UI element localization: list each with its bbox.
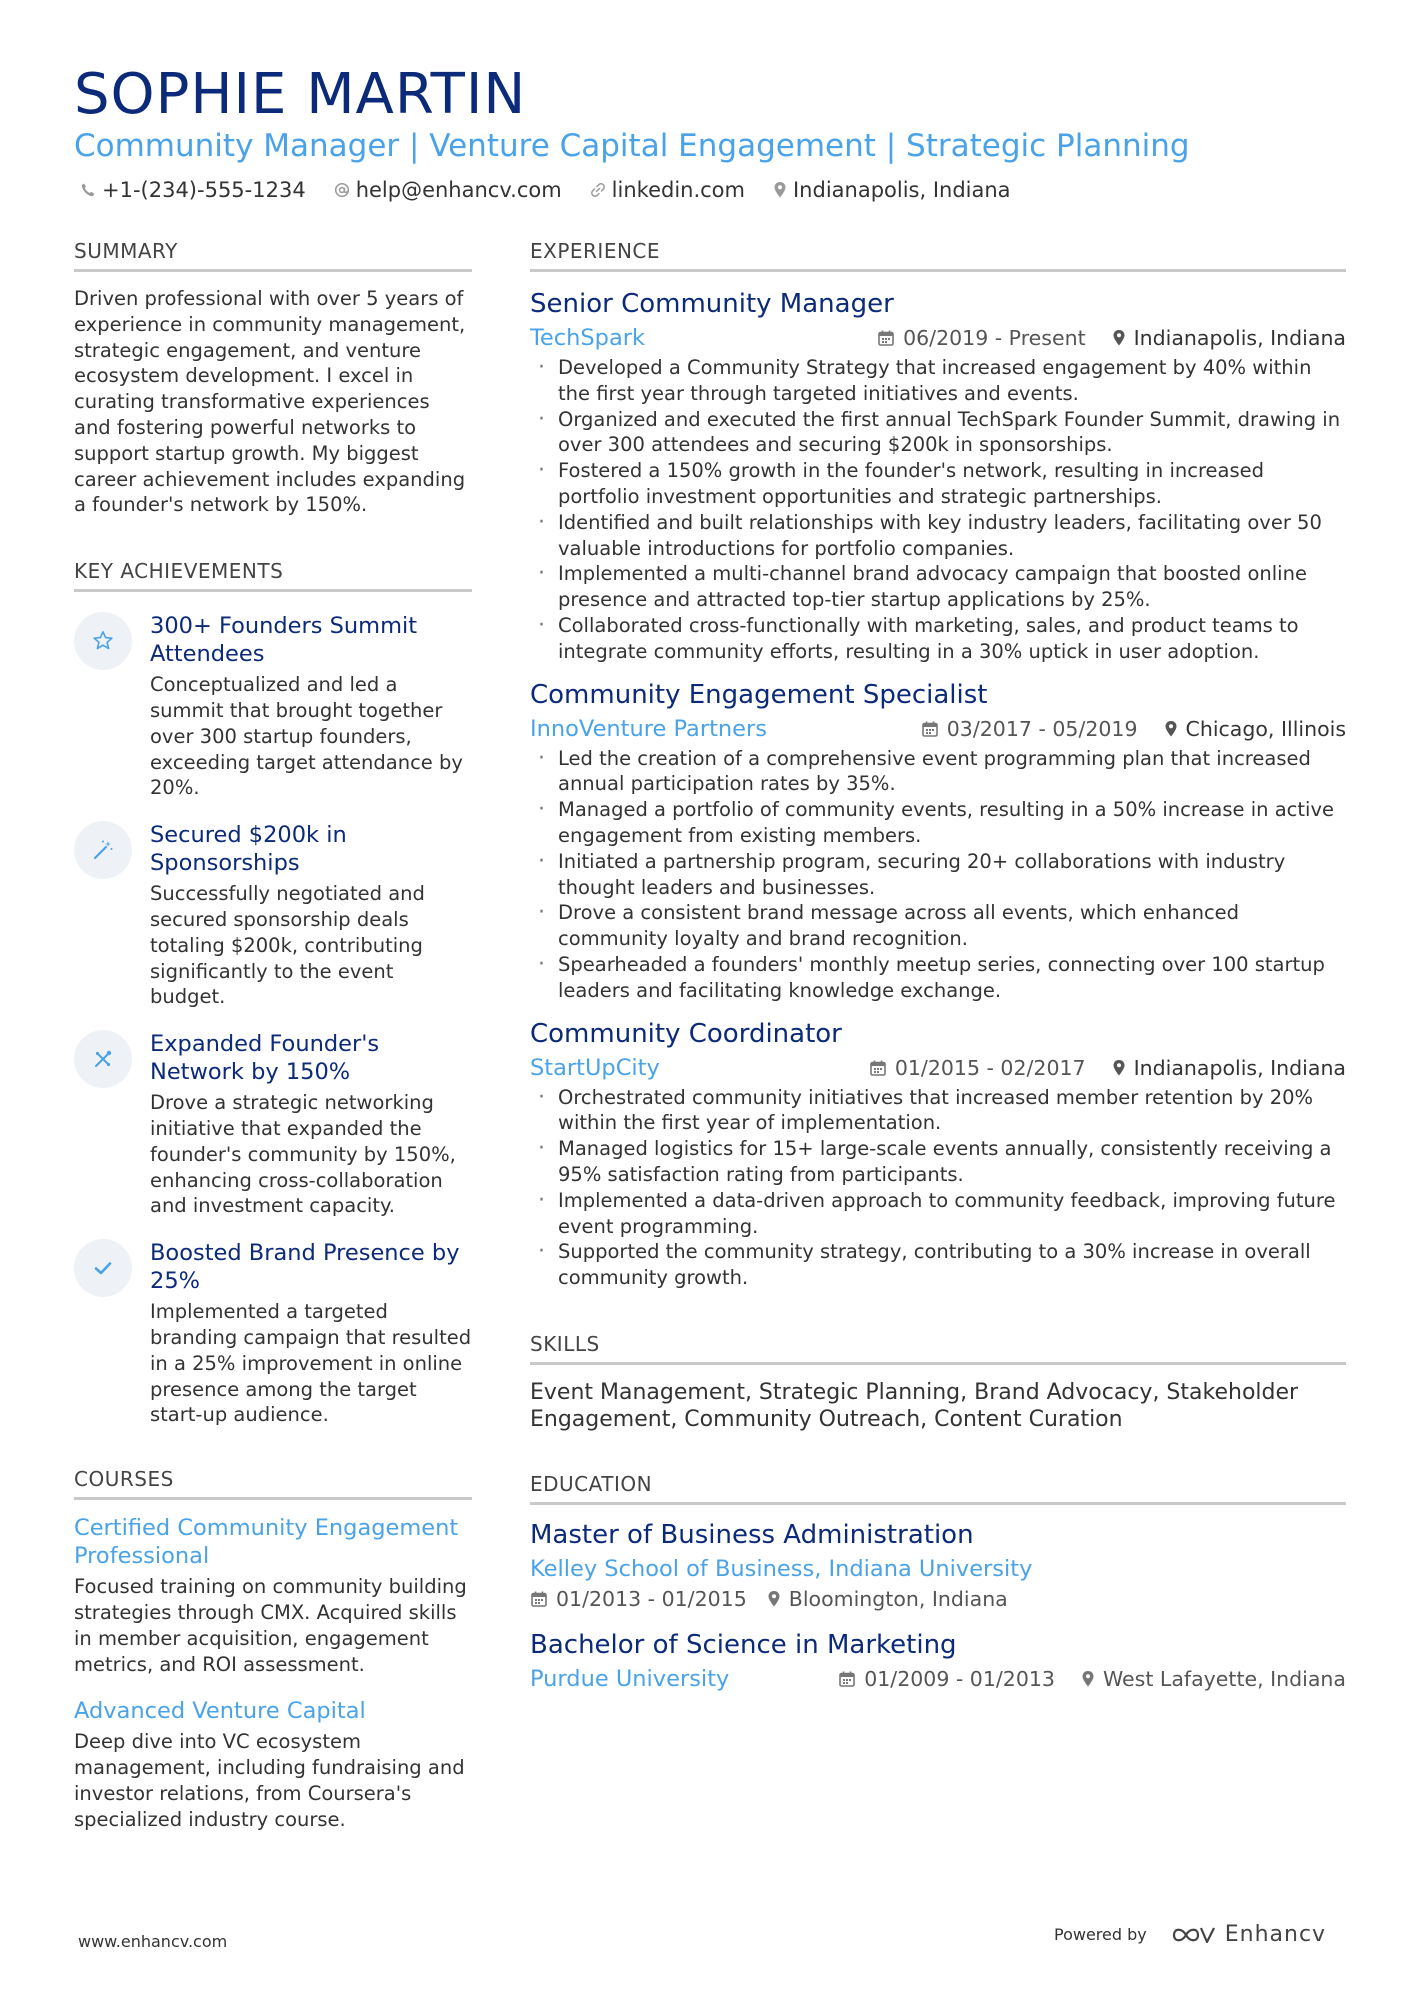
bullet-item: · Managed logistics for 15+ large-scale events annually, consistently receiving a 95% satisfaction rating from participants. xyxy=(530,1136,1346,1188)
enhancv-brand-text: Enhancv xyxy=(1224,1922,1327,1947)
course-desc: Focused training on community building strategies through CMX. Acquired skills in member acquisition, engagement metrics, and ROI assessment. xyxy=(74,1575,467,1676)
achievement-item xyxy=(74,1239,472,1428)
bullet-item: · Implemented a data-driven approach to community feedback, improving future event programming. xyxy=(530,1188,1346,1240)
job-bullets xyxy=(530,1085,1346,1291)
bullet-item: · Managed a portfolio of community events, resulting in a 50% increase in active engagement from existing members. xyxy=(530,797,1346,849)
bullet-item: · Supported the community strategy, contributing to a 30% increase in overall community growth. xyxy=(530,1239,1346,1291)
job-bullets xyxy=(530,355,1346,665)
skills-text: Event Management, Strategic Planning, Brand Advocacy, Stakeholder Engagement, Community Outreach, Content Curation xyxy=(530,1379,1299,1432)
school-name: Purdue University xyxy=(530,1665,730,1692)
education-section xyxy=(530,1471,1346,1693)
education-location: West Lafayette, Indiana xyxy=(1102,1666,1346,1691)
powered-by-text: Powered by xyxy=(1054,1925,1147,1944)
course-title: Advanced Venture Capital xyxy=(74,1698,366,1725)
achievements-section xyxy=(74,558,472,1428)
job-dates: 06/2019 - Present xyxy=(903,326,1086,350)
job-entry xyxy=(530,1018,1346,1291)
achievement-item xyxy=(74,1030,472,1219)
education-item xyxy=(530,1519,1346,1611)
experience-section xyxy=(530,238,1346,1291)
skills-heading: SKILLS xyxy=(530,1331,1346,1365)
phone-icon xyxy=(80,182,96,198)
achievement-title: Boosted Brand Presence by 25% xyxy=(150,1240,460,1295)
degree-title: Master of Business Administration xyxy=(530,1519,974,1550)
job-entry xyxy=(530,288,1346,665)
bullet-item: · Developed a Community Strategy that increased engagement by 40% within the first year through targeted initiatives and events. xyxy=(530,355,1346,407)
job-title: Senior Community Manager xyxy=(530,289,894,319)
course-item xyxy=(74,1514,472,1677)
bullet-item: · Identified and built relationships with key industry leaders, facilitating over 50 valuable introductions for portfolio companies. xyxy=(530,510,1346,562)
footer-branding xyxy=(1054,1922,1326,1947)
job-title: Community Coordinator xyxy=(530,1018,842,1049)
education-location: Bloomington, Indiana xyxy=(788,1586,1008,1611)
achievement-desc: Conceptualized and led a summit that brought together over 300 startup founders, exceeding target attendance by 20%. xyxy=(150,673,463,800)
company-name: InnoVenture Partners xyxy=(530,715,767,742)
right-column xyxy=(530,238,1346,1693)
bullet-item: · Orchestrated community initiatives that increased member retention by 20% within the first year of implementation. xyxy=(530,1085,1346,1137)
achievement-title: Expanded Founder's Network by 150% xyxy=(150,1031,380,1086)
achievement-item xyxy=(74,612,472,801)
left-column xyxy=(74,238,472,1832)
location-text: Indianapolis, Indiana xyxy=(792,178,1011,202)
contact-bar xyxy=(80,178,1039,202)
education-dates: 01/2009 - 01/2013 xyxy=(864,1666,1055,1691)
education-item xyxy=(530,1629,1346,1693)
education-dates: 01/2013 - 01/2015 xyxy=(556,1586,747,1611)
map-pin-icon xyxy=(773,181,787,199)
experience-heading: EXPERIENCE xyxy=(530,238,1346,272)
map-pin-icon xyxy=(1112,329,1126,347)
contact-phone xyxy=(80,178,306,202)
job-title: Community Engagement Specialist xyxy=(530,679,988,710)
calendar-icon xyxy=(869,1059,887,1077)
network-icon xyxy=(91,1047,115,1071)
bullet-item: · Initiated a partnership program, securing 20+ collaborations with industry thought leaders and businesses. xyxy=(530,849,1346,901)
email-text[interactable]: help@enhancv.com xyxy=(355,178,562,202)
bullet-item: · Fostered a 150% growth in the founder's network, resulting in increased portfolio investment opportunities and strategic partnerships. xyxy=(530,458,1346,510)
job-location: Chicago, Illinois xyxy=(1185,716,1346,741)
enhancv-logo-icon xyxy=(1171,1923,1217,1947)
map-pin-icon xyxy=(1112,1059,1126,1077)
at-icon xyxy=(334,182,350,198)
magic-wand-icon xyxy=(91,838,115,862)
job-location: Indianapolis, Indiana xyxy=(1133,326,1346,350)
summary-text: Driven professional with over 5 years of experience in community management, strategic engagement, and venture ecosystem development. I excel in curating transformative experiences and fostering powerful networks to support startup growth. My biggest career achievement includes expanding a founder's network by 150%. xyxy=(74,287,466,517)
calendar-icon xyxy=(877,329,895,347)
link-icon xyxy=(590,182,606,198)
job-dates: 01/2015 - 02/2017 xyxy=(894,1055,1086,1080)
achievement-desc: Drove a strategic networking initiative that expanded the founder's community by 150%, enhancing cross-collaboration and investment capacity. xyxy=(150,1091,456,1218)
summary-heading: SUMMARY xyxy=(74,238,472,272)
calendar-icon xyxy=(530,1590,548,1608)
job-bullets xyxy=(530,746,1346,1004)
linkedin-text[interactable]: linkedin.com xyxy=(611,178,745,202)
candidate-headline: Community Manager | Venture Capital Engagement | Strategic Planning xyxy=(74,128,1190,164)
star-icon xyxy=(91,629,115,653)
achievement-desc: Successfully negotiated and secured sponsorship deals totaling $200k, contributing significantly to the event budget. xyxy=(150,882,425,1009)
job-location: Indianapolis, Indiana xyxy=(1133,1055,1346,1080)
courses-section xyxy=(74,1466,472,1832)
job-entry xyxy=(530,679,1346,1004)
courses-heading: COURSES xyxy=(74,1466,472,1500)
phone-text[interactable]: +1-(234)-555-1234 xyxy=(102,178,306,202)
contact-linkedin xyxy=(590,178,745,202)
achievement-icon-badge xyxy=(74,612,132,670)
course-desc: Deep dive into VC ecosystem management, including fundraising and investor relations, from Coursera's specialized industry course. xyxy=(74,1730,465,1831)
education-heading: EDUCATION xyxy=(530,1471,1346,1505)
contact-email xyxy=(334,178,562,202)
skills-section xyxy=(530,1331,1346,1433)
achievement-title: 300+ Founders Summit Attendees xyxy=(150,613,418,668)
contact-location xyxy=(773,178,1011,202)
company-name: TechSpark xyxy=(530,325,646,351)
map-pin-icon xyxy=(1081,1670,1095,1688)
footer-website[interactable]: www.enhancv.com xyxy=(78,1932,228,1951)
achievement-desc: Implemented a targeted branding campaign that resulted in a 25% improvement in online presence among the target start-up audience. xyxy=(150,1300,472,1427)
achievements-heading: KEY ACHIEVEMENTS xyxy=(74,558,472,592)
map-pin-icon xyxy=(1164,720,1178,738)
school-name: Kelley School of Business, Indiana University xyxy=(530,1555,1033,1582)
degree-title: Bachelor of Science in Marketing xyxy=(530,1629,957,1660)
bullet-item: · Collaborated cross-functionally with marketing, sales, and product teams to integrate community efforts, resulting in a 30% uptick in user adoption. xyxy=(530,613,1346,665)
bullet-item: · Organized and executed the first annual TechSpark Founder Summit, drawing in over 300 attendees and securing $200k in sponsorships. xyxy=(530,407,1346,459)
calendar-icon xyxy=(921,720,939,738)
bullet-item: · Spearheaded a founders' monthly meetup series, connecting over 100 startup leaders and facilitating knowledge exchange. xyxy=(530,952,1346,1004)
calendar-icon xyxy=(838,1670,856,1688)
job-dates: 03/2017 - 05/2019 xyxy=(946,716,1138,741)
candidate-name: SOPHIE MARTIN xyxy=(74,62,527,127)
bullet-item: · Implemented a multi-channel brand advocacy campaign that boosted online presence and attracted top-tier startup applications by 25%. xyxy=(530,561,1346,613)
summary-section xyxy=(74,238,472,518)
bullet-item: · Drove a consistent brand message across all events, which enhanced community loyalty and brand recognition. xyxy=(530,900,1346,952)
course-item xyxy=(74,1697,472,1832)
achievement-title: Secured $200k in Sponsorships xyxy=(150,822,347,877)
achievement-icon-badge xyxy=(74,1239,132,1297)
achievement-icon-badge xyxy=(74,1030,132,1088)
achievement-item xyxy=(74,821,472,1010)
bullet-item: · Led the creation of a comprehensive event programming plan that increased annual participation rates by 35%. xyxy=(530,746,1346,798)
company-name: StartUpCity xyxy=(530,1054,660,1081)
check-icon xyxy=(91,1256,115,1280)
course-title: Certified Community Engagement Professional xyxy=(74,1515,459,1570)
map-pin-icon xyxy=(767,1590,781,1608)
achievement-icon-badge xyxy=(74,821,132,879)
